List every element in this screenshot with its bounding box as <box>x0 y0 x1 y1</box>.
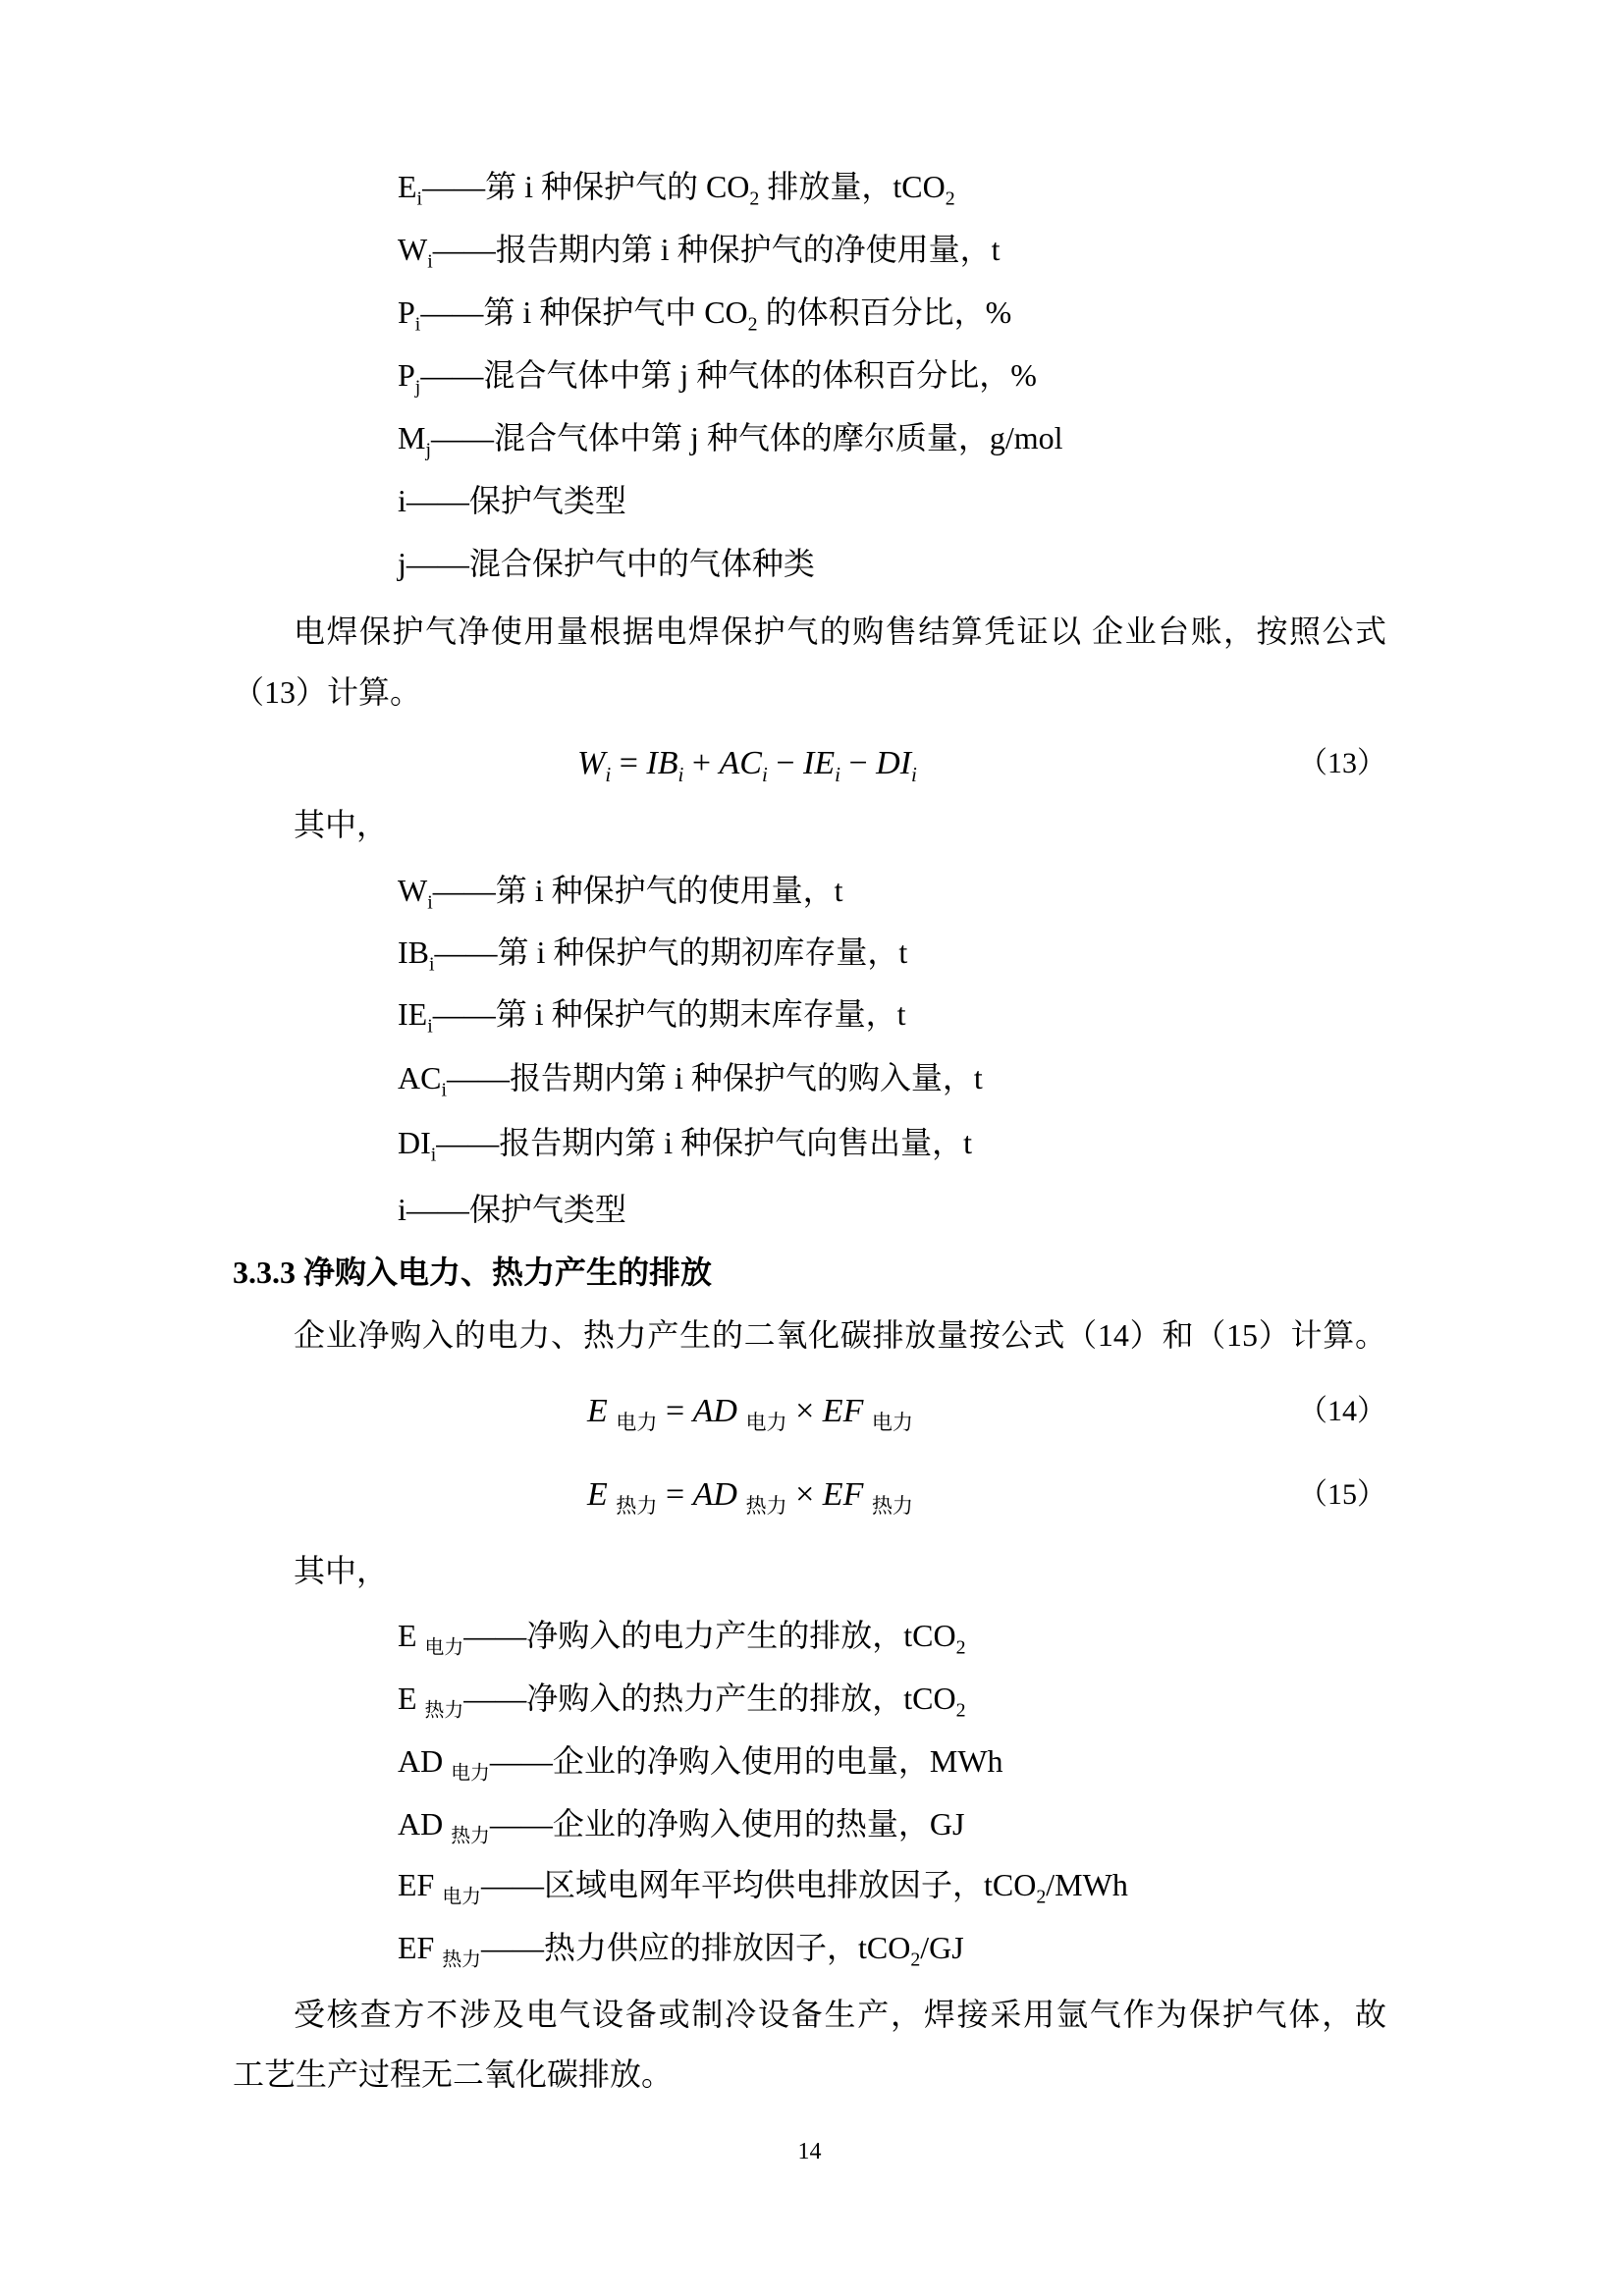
where-label: 其中， <box>294 1553 389 1588</box>
definition-line: E $_{电力}$——净购入的电力产生的排放，tCO$_2$ <box>398 1618 966 1659</box>
paragraph: （13）计算。 <box>233 674 422 710</box>
formula-expression: $W_i = IB_i + AC_i - IE_i - DI_i$ <box>577 745 917 786</box>
formula-number: （13） <box>1298 747 1386 779</box>
definition-line: $DI_i——$报告期内第 i 种保护气向售出量，t <box>398 1125 973 1166</box>
definition-line: i——保护气类型 <box>398 483 626 518</box>
definition-line: AD $_{热力}$——企业的净购入使用的热量，GJ <box>398 1806 965 1847</box>
definition-line: EF $_{电力}$——区域电网年平均供电排放因子，tCO$_2$/MWh <box>398 1867 1128 1908</box>
formula-13 <box>233 732 1386 795</box>
definition-line: EF $_{热力}$——热力供应的排放因子，tCO$_2$/GJ <box>398 1930 964 1971</box>
definition-line: $P_j——$混合气体中第 j 种气体的体积百分比，% <box>398 357 1037 399</box>
definition-line: $AC_i——$报告期内第 i 种保护气的购入量，t <box>398 1060 983 1101</box>
section-heading: 3.3.3 净购入电力、热力产生的排放 <box>233 1255 713 1290</box>
paragraph: 工艺生产过程无二氧化碳排放。 <box>233 2056 674 2092</box>
definition-line: $E_i——$第 i 种保护气的 $CO_2$ 排放量，tCO$_2$ <box>398 169 955 210</box>
definition-line: $IE_i——$第 i 种保护气的期末库存量，t <box>398 996 906 1038</box>
paragraph: 受核查方不涉及电气设备或制冷设备生产，焊接采用氩气作为保护气体，故 <box>294 1997 1386 2032</box>
paragraph: 企业净购入的电力、热力产生的二氧化碳排放量按公式（14）和（15）计算。 <box>294 1317 1386 1353</box>
formula-expression: E $_{电力}$ = AD $_{电力}$ × EF $_{电力}$ <box>587 1393 913 1434</box>
formula-14 <box>233 1380 1386 1443</box>
definition-line: $M_j——$混合气体中第 j 种气体的摩尔质量，g/mol <box>398 420 1063 461</box>
formula-expression: E $_{热力}$ = AD $_{热力}$ × EF $_{热力}$ <box>587 1476 913 1518</box>
paragraph: 电焊保护气净使用量根据电焊保护气的购售结算凭证以 企业台账，按照公式 <box>294 614 1386 649</box>
definition-line: i——保护气类型 <box>398 1192 626 1227</box>
definition-line: $IB_i——$第 i 种保护气的期初库存量，t <box>398 934 908 976</box>
formula-15 <box>233 1464 1386 1526</box>
definition-line: $W_i——$报告期内第 i 种保护气的净使用量，t <box>398 232 1001 273</box>
where-label: 其中， <box>294 807 389 842</box>
definition-line: j——混合保护气中的气体种类 <box>398 546 815 581</box>
definition-line: AD $_{电力}$——企业的净购入使用的电量，MWh <box>398 1743 1003 1785</box>
definition-line: E $_{热力}$——净购入的热力产生的排放，tCO$_2$ <box>398 1681 966 1722</box>
page-number: 14 <box>797 2139 822 2164</box>
definition-line: $W_i——$第 i 种保护气的使用量，t <box>398 873 843 914</box>
definition-line: $P_i——$第 i 种保护气中 $CO_2$ 的体积百分比，% <box>398 294 1012 336</box>
formula-number: （15） <box>1298 1478 1386 1511</box>
formula-number: （14） <box>1298 1395 1386 1427</box>
